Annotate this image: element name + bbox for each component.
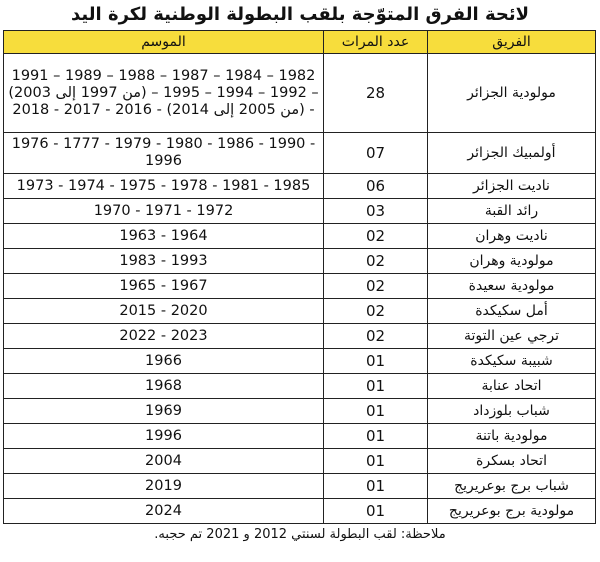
team-cell: شباب بلوزداد xyxy=(428,399,596,424)
header-count: عدد المرات xyxy=(324,31,428,54)
count-cell: 01 xyxy=(324,349,428,374)
count-cell: 02 xyxy=(324,299,428,324)
table-row xyxy=(4,249,596,274)
count-cell: 01 xyxy=(324,449,428,474)
seasons-cell: 2015 - 2020 xyxy=(4,299,324,324)
count-cell: 02 xyxy=(324,249,428,274)
team-cell: مولودية برج بوعريريج xyxy=(428,499,596,524)
table-header-row xyxy=(4,31,596,54)
count-cell: 01 xyxy=(324,499,428,524)
table-row xyxy=(4,449,596,474)
footnote: ملاحظة: لقب البطولة لسنتي 2012 و 2021 تم حجبه. xyxy=(154,527,446,542)
team-cell: ناديت الجزائر xyxy=(428,174,596,199)
count-cell: 07 xyxy=(324,133,428,174)
team-cell: مولودية باتنة xyxy=(428,424,596,449)
count-cell: 03 xyxy=(324,199,428,224)
team-cell: رائد القبة xyxy=(428,199,596,224)
header-team: الفريق xyxy=(428,31,596,54)
team-cell: مولودية الجزائر xyxy=(428,54,596,133)
table-row xyxy=(4,174,596,199)
seasons-cell: 1982 – 1984 – 1987 – 1988 – 1989 – 1991 – 1992 – 1994 – 1995 – (من 1997 إلى 2003) - (من 2005 إلى 2014) - 2016 - 2017 - 2018 xyxy=(4,54,324,133)
table-row xyxy=(4,54,596,133)
seasons-cell: 1966 xyxy=(4,349,324,374)
seasons-cell: 1970 - 1971 - 1972 xyxy=(4,199,324,224)
count-cell: 06 xyxy=(324,174,428,199)
team-cell: اتحاد بسكرة xyxy=(428,449,596,474)
seasons-cell: 2019 xyxy=(4,474,324,499)
seasons-cell: 1965 - 1967 xyxy=(4,274,324,299)
table-row xyxy=(4,349,596,374)
count-cell: 01 xyxy=(324,474,428,499)
count-cell: 01 xyxy=(324,399,428,424)
table-body xyxy=(4,54,596,524)
seasons-cell: 1968 xyxy=(4,374,324,399)
team-cell: اتحاد عنابة xyxy=(428,374,596,399)
table-row xyxy=(4,499,596,524)
seasons-cell: 2004 xyxy=(4,449,324,474)
table-row xyxy=(4,474,596,499)
seasons-cell: 1963 - 1964 xyxy=(4,224,324,249)
count-cell: 01 xyxy=(324,374,428,399)
team-cell: ناديت وهران xyxy=(428,224,596,249)
team-cell: أولمبيك الجزائر xyxy=(428,133,596,174)
team-cell: شباب برج بوعريريج xyxy=(428,474,596,499)
seasons-cell: 1969 xyxy=(4,399,324,424)
table-row xyxy=(4,224,596,249)
table-row xyxy=(4,133,596,174)
count-cell: 01 xyxy=(324,424,428,449)
seasons-cell: 1996 xyxy=(4,424,324,449)
count-cell: 02 xyxy=(324,324,428,349)
table-row xyxy=(4,274,596,299)
table-row xyxy=(4,424,596,449)
seasons-cell: 1973 - 1974 - 1975 - 1978 - 1981 - 1985 xyxy=(4,174,324,199)
seasons-cell: 1983 - 1993 xyxy=(4,249,324,274)
team-cell: أمل سكيكدة xyxy=(428,299,596,324)
table-row xyxy=(4,399,596,424)
team-cell: ترجي عين التوتة xyxy=(428,324,596,349)
table-row xyxy=(4,299,596,324)
table-row xyxy=(4,324,596,349)
count-cell: 02 xyxy=(324,224,428,249)
table-row xyxy=(4,374,596,399)
page-title: لائحة الفرق المتوّجة بلقب البطولة الوطنية لكرة اليد xyxy=(71,4,529,25)
count-cell: 02 xyxy=(324,274,428,299)
team-cell: شبيبة سكيكدة xyxy=(428,349,596,374)
table-row xyxy=(4,199,596,224)
header-seasons: الموسم xyxy=(4,31,324,54)
team-cell: مولودية سعيدة xyxy=(428,274,596,299)
seasons-cell: 1976 - 1777 - 1979 - 1980 - 1986 - 1990 - 1996 xyxy=(4,133,324,174)
seasons-cell: 2022 - 2023 xyxy=(4,324,324,349)
team-cell: مولودية وهران xyxy=(428,249,596,274)
seasons-cell: 2024 xyxy=(4,499,324,524)
champions-table xyxy=(3,30,596,524)
count-cell: 28 xyxy=(324,54,428,133)
